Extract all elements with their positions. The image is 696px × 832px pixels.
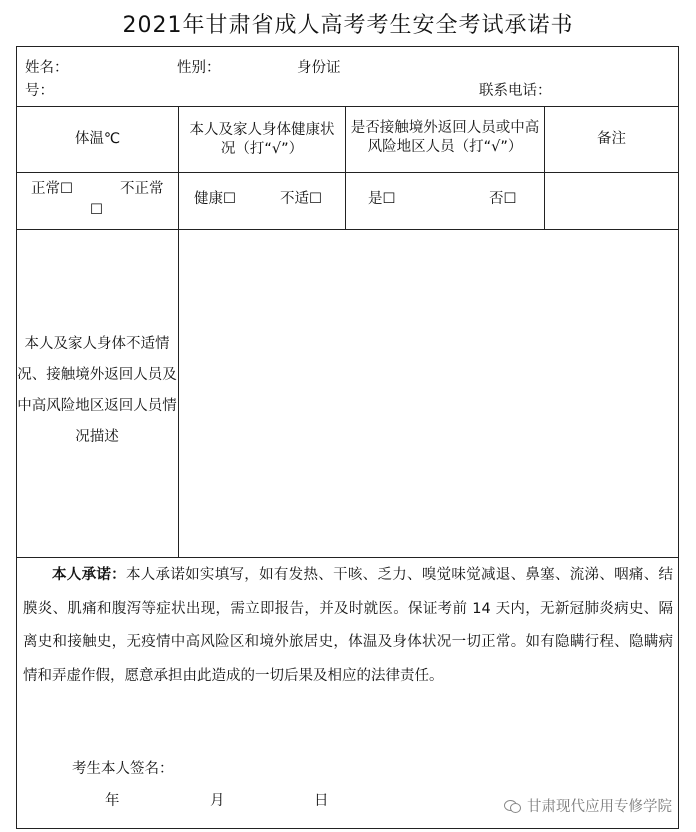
- year-label: 年: [105, 793, 120, 809]
- signature-label: 考生本人签名：: [72, 761, 174, 777]
- wechat-icon: [504, 799, 522, 813]
- no-checkbox[interactable]: 否☐: [489, 191, 517, 207]
- health-status-header: 本人及家人身体健康状况（打“√”）: [189, 121, 335, 157]
- unwell-checkbox[interactable]: 不适☐: [280, 191, 322, 207]
- pledge-text: [23, 559, 673, 693]
- abnormal-checkbox[interactable]: ☐: [90, 202, 103, 218]
- divider: [178, 106, 179, 557]
- watermark-text: 甘肃现代应用专修学院: [527, 799, 672, 815]
- day-label: 日: [314, 793, 329, 809]
- account-watermark: [504, 795, 672, 816]
- healthy-checkbox[interactable]: 健康☐: [194, 191, 236, 207]
- pledge-heading: 本人承诺：: [52, 567, 126, 583]
- name-label: 姓名：: [25, 60, 69, 76]
- pledge-body: 本人承诺如实填写，如有发热、干咳、乏力、嗅觉味觉减退、鼻塞、流涕、咽痛、结膜炎、肌痛和腹泻等症状出现，需立即报告，并及时就医。保证考前 14 天内，无新冠肺炎病史、隔离史和接触史，无疫情中高风险区和境外旅居史，体温及身体状况一切正常。如有隐瞒行程、隐瞒病情和弄虚作假，愿意承担由此造成的一切后果及相应的法律责任。: [23, 567, 674, 684]
- normal-checkbox[interactable]: 正常☐: [31, 181, 73, 197]
- document-title: 2021年甘肃省成人高考考生安全考试承诺书: [122, 13, 574, 38]
- phone-label: 联系电话：: [479, 83, 552, 99]
- divider: [17, 229, 678, 230]
- pledge-form: [16, 46, 679, 829]
- id-number-label: 身份证: [297, 60, 341, 76]
- contact-history-header: 是否接触境外返回人员或中高风险地区人员（打“√”）: [350, 119, 540, 155]
- divider: [17, 172, 678, 173]
- remarks-header: 备注: [597, 131, 626, 147]
- temperature-header: 体温℃: [74, 131, 121, 147]
- id-number-label-continued: 号：: [25, 83, 54, 99]
- condition-description-label: 本人及家人身体不适情况、接触境外返回人员及中高风险地区返回人员情况描述: [17, 336, 177, 445]
- yes-checkbox[interactable]: 是☐: [368, 191, 396, 207]
- divider: [345, 106, 346, 229]
- month-label: 月: [210, 793, 225, 809]
- divider: [17, 557, 678, 558]
- gender-label: 性别：: [177, 60, 221, 76]
- abnormal-checkbox-label: 不正常: [120, 181, 164, 197]
